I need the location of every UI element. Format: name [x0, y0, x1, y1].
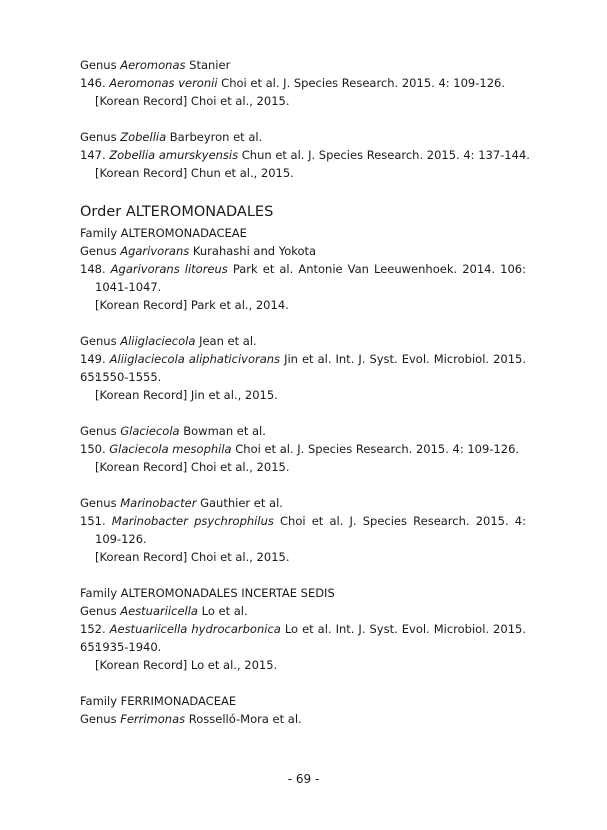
- korean-record: [Korean Record] Chun et al., 2015.: [95, 166, 294, 180]
- species-entry-continuation: 1041-1047.: [95, 280, 162, 294]
- species-entry: 148. Agarivorans litoreus Park et al. Antonie Van Leeuwenhoek. 2014. 106:: [80, 262, 526, 276]
- species-entry: 150. Glaciecola mesophila Choi et al. J. Species Research. 2015. 4: 109-126.: [80, 442, 520, 456]
- family-heading: Family ALTEROMONADALES INCERTAE SEDIS: [80, 586, 335, 600]
- korean-record: [Korean Record] Jin et al., 2015.: [95, 388, 278, 402]
- species-entry-continuation: 1550-1555.: [95, 370, 162, 384]
- korean-record: [Korean Record] Park et al., 2014.: [95, 298, 289, 312]
- family-heading: Family ALTEROMONADACEAE: [80, 226, 247, 240]
- species-entry-continuation: 1935-1940.: [95, 640, 162, 654]
- page-number: - 69 -: [287, 772, 320, 786]
- family-heading: Family FERRIMONADACEAE: [80, 694, 237, 708]
- genus-heading: Genus Aliiglaciecola Jean et al.: [80, 334, 257, 348]
- genus-heading: Genus Agarivorans Kurahashi and Yokota: [80, 244, 317, 258]
- genus-heading: Genus Ferrimonas Rosselló-Mora et al.: [80, 712, 302, 726]
- species-entry-continuation: 109-126.: [95, 532, 147, 546]
- genus-heading: Genus Glaciecola Bowman et al.: [80, 424, 266, 438]
- korean-record: [Korean Record] Lo et al., 2015.: [95, 658, 278, 672]
- order-heading: Order ALTEROMONADALES: [80, 204, 274, 220]
- korean-record: [Korean Record] Choi et al., 2015.: [95, 94, 290, 108]
- genus-heading: Genus Marinobacter Gauthier et al.: [80, 496, 283, 510]
- korean-record: [Korean Record] Choi et al., 2015.: [95, 460, 290, 474]
- species-entry: 152. Aestuariicella hydrocarbonica Lo et al. Int. J. Syst. Evol. Microbiol. 2015. 65:: [80, 622, 526, 654]
- genus-heading: Genus Zobellia Barbeyron et al.: [80, 130, 263, 144]
- species-entry: 151. Marinobacter psychrophilus Choi et al. J. Species Research. 2015. 4:: [80, 514, 526, 528]
- genus-heading: Genus Aestuariicella Lo et al.: [80, 604, 248, 618]
- genus-heading: Genus Aeromonas Stanier: [80, 58, 231, 72]
- korean-record: [Korean Record] Choi et al., 2015.: [95, 550, 290, 564]
- species-entry: 149. Aliiglaciecola aliphaticivorans Jin et al. Int. J. Syst. Evol. Microbiol. 2015. 65:: [80, 352, 526, 384]
- page-body: [80, 56, 530, 728]
- species-entry: 147. Zobellia amurskyensis Chun et al. J. Species Research. 2015. 4: 137-144.: [80, 148, 530, 162]
- species-entry: 146. Aeromonas veronii Choi et al. J. Species Research. 2015. 4: 109-126.: [80, 76, 505, 90]
